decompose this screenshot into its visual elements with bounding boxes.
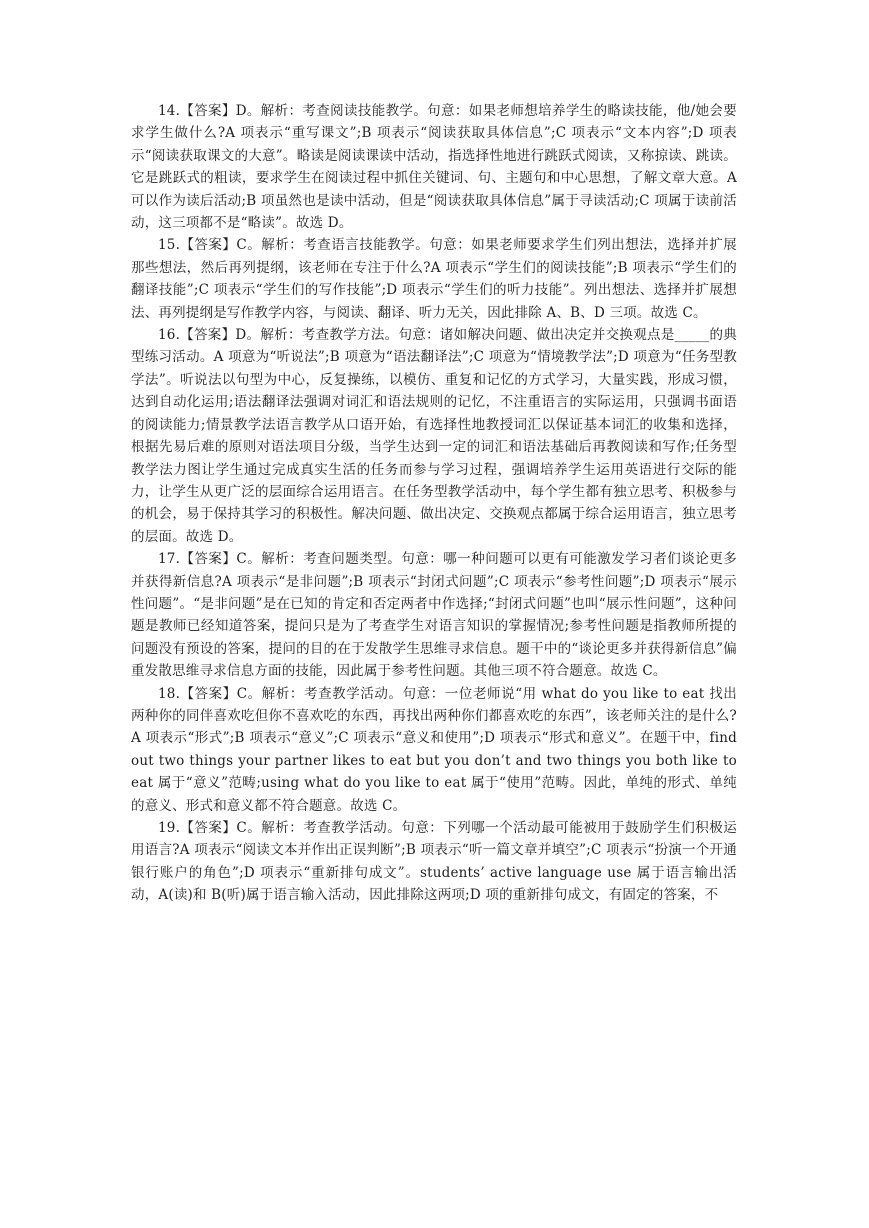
answer-explanation-18: 18.【答案】C。解析：考查教学活动。句意：一位老师说“用 what do you like to eat 找出两种你的同伴喜欢吃但你不喜欢吃的东西，再找出两种你们都喜欢吃的东西”，该老师关注的是什么?A 项表示“形式”;B 项表示“意义”;C 项表示“意义和使用”;D 项表示“形式和意义”。在题干中，find out two things your partner likes to eat but you don’t and two things you both like to eat 属于“意义”范畴;using what do you like to eat 属于“使用”范畴。因此，单纯的形式、单纯的意义、形式和意义都不符合题意。故选 C。	[131, 685, 737, 814]
answer-explanation-19: 19.【答案】C。解析：考查教学活动。句意：下列哪一个活动最可能被用于鼓励学生们积极运用语言?A 项表示“阅读文本并作出正误判断”;B 项表示“听一篇文章并填空”;C 项表示“扮演一个开通银行账户的角色”;D 项表示“重新排句成文”。students’ active language use 属于语言输出活动，A(读)和 B(听)属于语言输入活动，因此排除这两项;D 项的重新排句成文，有固定的答案，不	[131, 820, 737, 904]
answer-explanation-17: 17.【答案】C。解析：考查问题类型。句意：哪一种问题可以更有可能激发学习者们谈论更多并获得新信息?A 项表示“是非问题”;B 项表示“封闭式问题”;C 项表示“参考性问题”;D 项表示“展示性问题”。“是非问题”是在已知的肯定和否定两者中作选择;“封闭式问题”也叫“展示性问题”，这种问题是教师已经知道答案，提问只是为了考查学生对语言知识的掌握情况;参考性问题是指教师所提的问题没有预设的答案，提问的目的在于发散学生思维寻求信息。题干中的“谈论更多并获得新信息”偏重发散思维寻求信息方面的技能，因此属于参考性问题。其他三项不符合题意。故选 C。	[131, 551, 737, 680]
answer-explanation-16: 16.【答案】D。解析：考查教学方法。句意：诸如解决问题、做出决定并交换观点是_____的典型练习活动。A 项意为“听说法”;B 项意为“语法翻译法”;C 项意为“情境教学法”;D 项意为“任务型教学法”。听说法以句型为中心，反复操练，以模仿、重复和记忆的方式学习，大量实践，形成习惯，达到自动化运用;语法翻译法强调对词汇和语法规则的记忆，不注重语言的实际运用，只强调书面语的阅读能力;情景教学法语言教学从口语开始，有选择性地教授词汇以保证基本词汇的收集和选择，根据先易后难的原则对语法项目分级，当学生达到一定的词汇和语法基础后再教阅读和写作;任务型教学法力图让学生通过完成真实生活的任务而参与学习过程，强调培养学生运用英语进行交际的能力，让学生从更广泛的层面综合运用语言。在任务型教学活动中，每个学生都有独立思考、积极参与的机会，易于保持其学习的积极性。解决问题、做出决定、交换观点都属于综合运用语言，独立思考的层面。故选 D。	[131, 327, 737, 545]
answer-explanation-14: 14.【答案】D。解析：考查阅读技能教学。句意：如果老师想培养学生的略读技能，他/她会要求学生做什么?A 项表示“重写课文”;B 项表示“阅读获取具体信息”;C 项表示“文本内容”;D 项表示“阅读获取课文的大意”。略读是阅读课读中活动，指选择性地进行跳跃式阅读，又称掠读、跳读。它是跳跃式的粗读，要求学生在阅读过程中抓住关键词、句、主题句和中心思想，了解文章大意。A 可以作为读后活动;B 项虽然也是读中活动，但是“阅读获取具体信息”属于寻读活动;C 项属于读前活动，这三项都不是“略读”。故选 D。	[131, 103, 737, 232]
answer-explanation-15: 15.【答案】C。解析：考查语言技能教学。句意：如果老师要求学生们列出想法，选择并扩展那些想法，然后再列提纲，该老师在专注于什么?A 项表示“学生们的阅读技能”;B 项表示“学生们的翻译技能”;C 项表示“学生们的写作技能”;D 项表示“学生们的听力技能”。列出想法、选择并扩展想法、再列提纲是写作教学内容，与阅读、翻译、听力无关，因此排除 A、B、D 三项。故选 C。	[131, 237, 737, 321]
document-page	[131, 100, 737, 907]
